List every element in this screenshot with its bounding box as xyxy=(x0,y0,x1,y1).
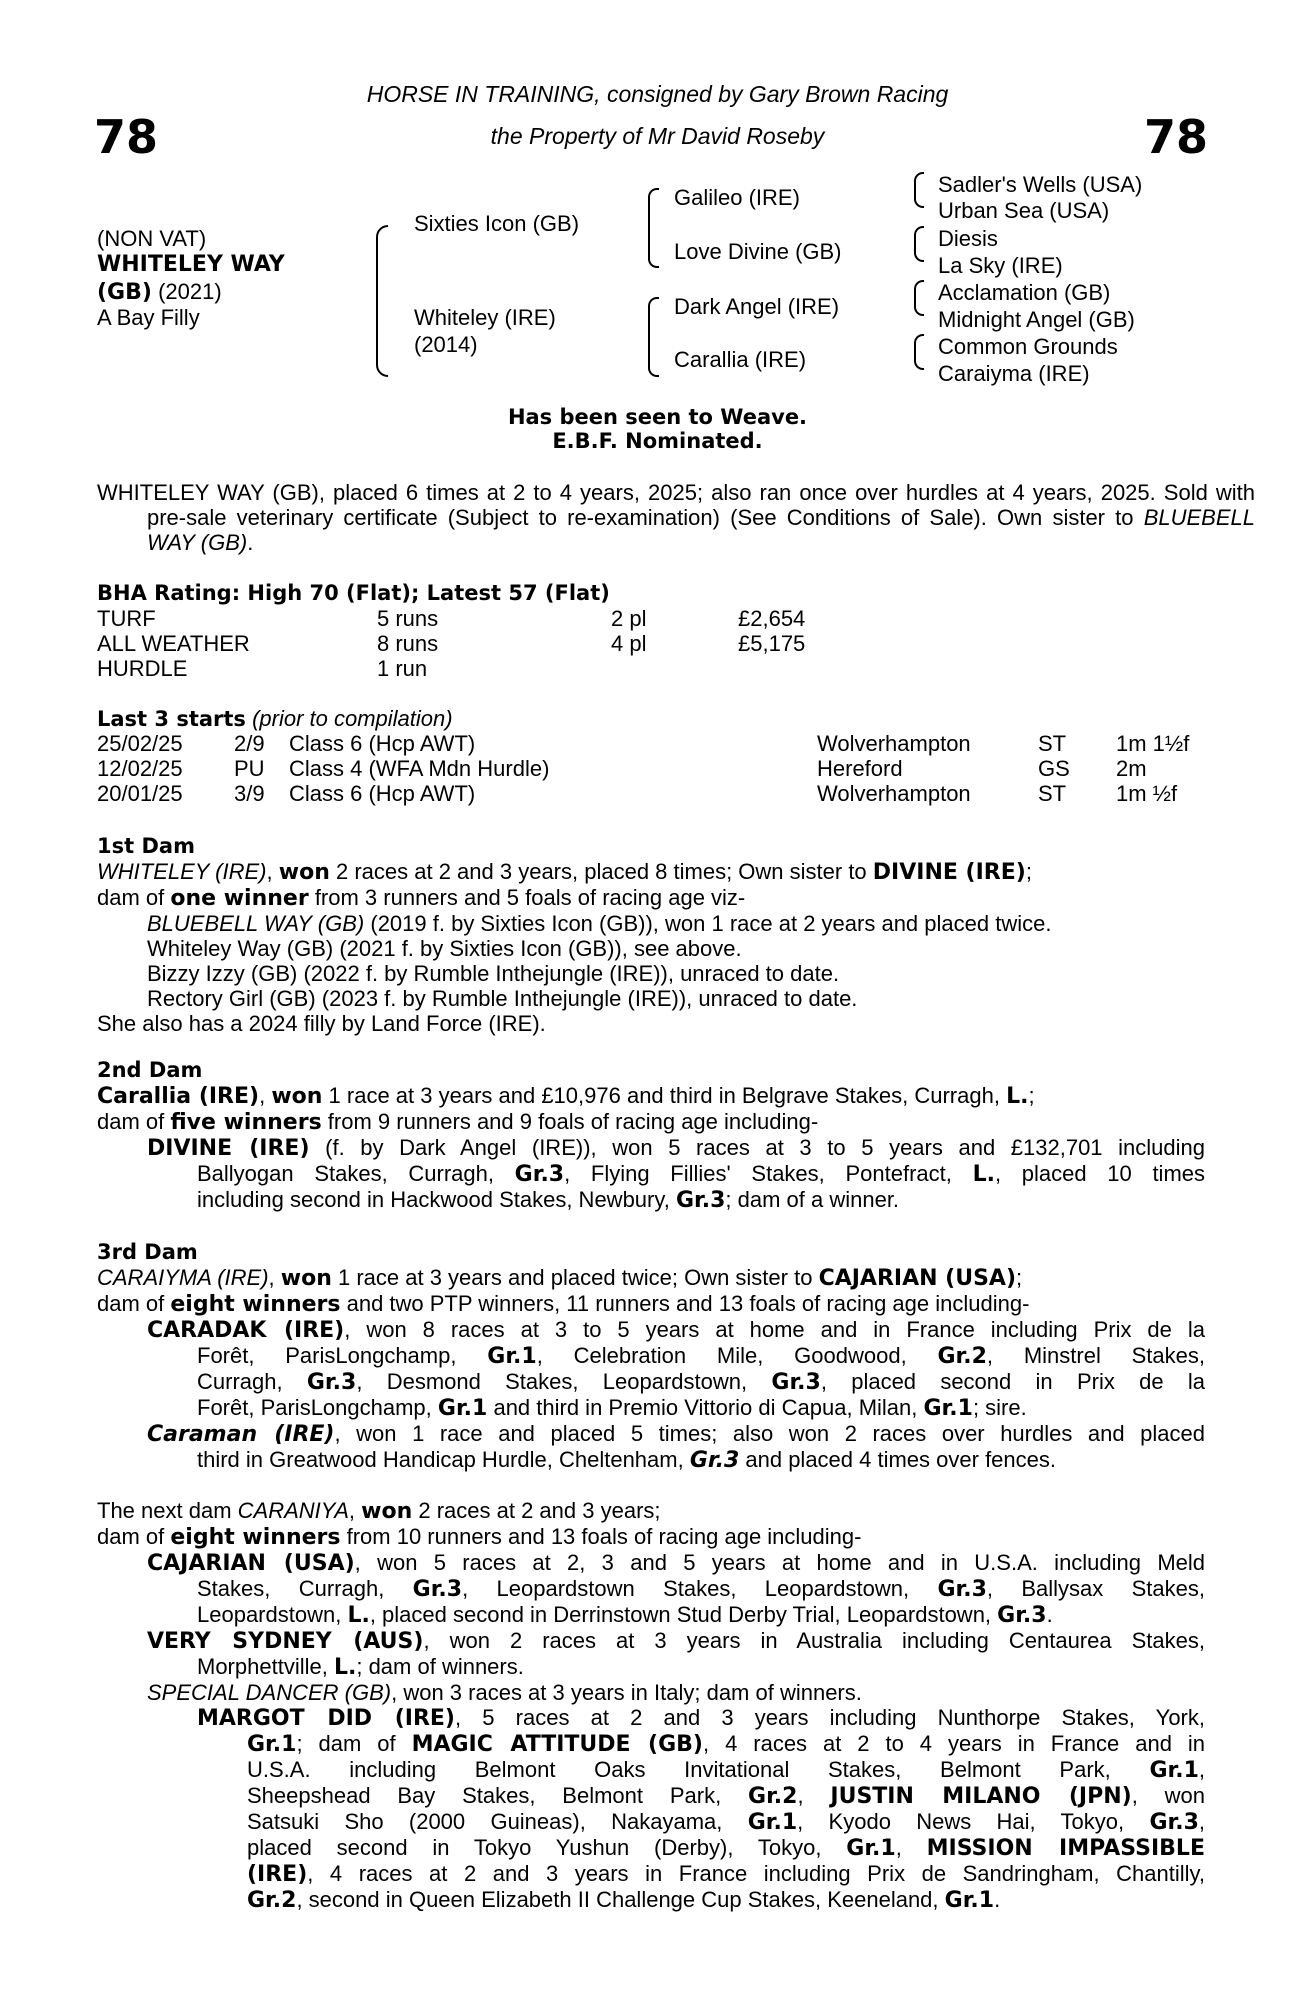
grade: Gr.1 xyxy=(944,1888,995,1913)
horse-name: Caraman (IRE) xyxy=(147,1422,335,1447)
text: Sheepshead Bay Stakes, Belmont Park, xyxy=(247,1783,749,1808)
horse-name: CAJARIAN (USA) xyxy=(147,1551,355,1576)
text: third in Greatwood Handicap Hurdle, Cheltenham, xyxy=(197,1447,690,1472)
text: , xyxy=(348,1498,362,1523)
text: , 4 races at 2 to 4 years in France and in xyxy=(703,1731,1206,1756)
bha-surface: TURF xyxy=(97,606,156,631)
text: Ballyogan Stakes, Curragh, xyxy=(197,1161,515,1186)
third-dam-title: 3rd Dam xyxy=(97,1240,198,1264)
ancestor-4: La Sky (IRE) xyxy=(938,253,1063,278)
sister-name: DIVINE (IRE) xyxy=(872,860,1026,885)
lot-number-right: 78 xyxy=(1143,110,1208,164)
summary-text: WHITELEY WAY (GB), placed 6 times at 2 to 4 years, 2025; also ran once over hurdles at 4 years, 2025. Sold with pre-sale veterinary certificate (Subject to re-examination) (See Conditions of Sale). Own sister to xyxy=(97,480,1255,530)
text: placed second in Tokyo Yushun (Derby), Tokyo, xyxy=(247,1835,847,1860)
caraman-line-2 xyxy=(97,1447,1205,1473)
won-label: won xyxy=(280,1266,332,1291)
divine-line-1 xyxy=(97,1135,1205,1161)
text: Curragh, xyxy=(197,1369,307,1394)
start-race: Class 6 (Hcp AWT) xyxy=(289,731,476,756)
grade: Gr.3 xyxy=(689,1448,740,1473)
pedigree-brace-3c xyxy=(914,280,924,316)
start-row xyxy=(97,731,1217,756)
grade: Gr.3 xyxy=(1149,1810,1199,1835)
horse-year: (2021) xyxy=(158,279,222,304)
start-date: 20/01/25 xyxy=(97,781,183,806)
text: , xyxy=(268,1265,281,1290)
start-position: 3/9 xyxy=(234,781,265,806)
bha-placed: 4 pl xyxy=(611,631,647,656)
text: ; dam of a winner. xyxy=(725,1187,900,1212)
produce-2: Whiteley Way (GB) (2021 f. by Sixties Icon (GB)), see above. xyxy=(147,936,742,961)
last-starts-title: Last 3 starts xyxy=(97,707,246,731)
bha-row xyxy=(97,656,1217,681)
horse-name: WHITELEY WAY xyxy=(97,252,285,277)
bha-prize: £2,654 xyxy=(738,606,806,631)
text: , Minstrel Stakes, xyxy=(986,1343,1205,1368)
horse-suffix: (IRE) xyxy=(247,1862,308,1887)
text: , 5 races at 2 and 3 years including Nunthorpe Stakes, York, xyxy=(455,1705,1205,1730)
produce-5: She also has a 2024 filly by Land Force (IRE). xyxy=(97,1011,546,1036)
text: , Ballysax Stakes, xyxy=(986,1576,1205,1601)
won-label: won xyxy=(361,1499,413,1524)
summary-paragraph xyxy=(97,480,1255,555)
text: , Flying Fillies' Stakes, Pontefract, xyxy=(564,1161,973,1186)
start-course: Wolverhampton xyxy=(817,781,971,806)
pedigree-brace-2a xyxy=(648,188,659,268)
third-dam-name: CARAIYMA (IRE) xyxy=(97,1265,269,1290)
grade: Gr.3 xyxy=(997,1603,1047,1628)
won-label: won xyxy=(271,1084,323,1109)
winner-count: one winner xyxy=(170,886,309,911)
ancestor-7: Common Grounds xyxy=(938,334,1118,359)
text: ; dam of xyxy=(296,1731,412,1756)
text: Forêt, ParisLongchamp, xyxy=(197,1395,438,1420)
third-dam-section xyxy=(97,1240,1205,1473)
text: , Kyodo News Hai, Tokyo, xyxy=(797,1809,1150,1834)
text: including second in Hackwood Stakes, Newbury, xyxy=(197,1187,676,1212)
first-dam-line-2 xyxy=(97,885,1217,911)
text: , placed 10 times xyxy=(994,1161,1206,1186)
next-dam-line-1 xyxy=(97,1498,1205,1524)
text: , second in Queen Elizabeth II Challenge Cup Stakes, Keeneland, xyxy=(296,1887,945,1912)
horse-year-line xyxy=(97,279,222,305)
second-dam-line-2 xyxy=(97,1109,1205,1135)
horse-name: CARADAK (IRE) xyxy=(147,1318,345,1343)
bha-surface: ALL WEATHER xyxy=(97,631,250,656)
text: The next dam xyxy=(97,1498,238,1523)
text: (2019 f. by Sixties Icon (GB)), won 1 race at 2 years and placed twice. xyxy=(364,911,1052,936)
next-dam-line-2 xyxy=(97,1524,1205,1550)
grade: L. xyxy=(1006,1084,1029,1109)
text: Satsuki Sho (2000 Guineas), Nakayama, xyxy=(247,1809,748,1834)
ebf-note: E.B.F. Nominated. xyxy=(552,429,763,453)
text: ; dam of winners. xyxy=(356,1654,524,1679)
start-date: 12/02/25 xyxy=(97,756,183,781)
text: , placed second in Prix de la xyxy=(820,1369,1205,1394)
caradak-line-2 xyxy=(97,1343,1205,1369)
produce-1 xyxy=(97,911,1217,936)
text: , xyxy=(1198,1809,1206,1834)
summary-end: . xyxy=(247,530,254,555)
text: , xyxy=(797,1783,831,1808)
dam-year: (2014) xyxy=(414,332,478,357)
winner-count: five winners xyxy=(170,1110,322,1135)
text: , won 2 races at 3 years in Australia including Centaurea Stakes, xyxy=(423,1628,1205,1653)
horse-name: MARGOT DID (IRE) xyxy=(197,1706,455,1731)
start-distance: 1m ½f xyxy=(1116,781,1178,806)
very-sydney-line-1 xyxy=(97,1628,1205,1654)
start-position: 2/9 xyxy=(234,731,265,756)
start-distance: 1m 1½f xyxy=(1116,731,1190,756)
special-dancer-line xyxy=(97,1680,1205,1705)
ancestor-2: Urban Sea (USA) xyxy=(938,198,1110,223)
horse-name: MAGIC ATTITUDE (GB) xyxy=(411,1732,703,1757)
grade: Gr.1 xyxy=(437,1396,488,1421)
text: (f. by Dark Angel (IRE)), won 5 races at 3 to 5 years and £132,701 including xyxy=(309,1135,1205,1160)
summary-sister: BLUEBELL WAY (GB) xyxy=(147,505,1255,555)
horse-name: JUSTIN MILANO (JPN) xyxy=(830,1784,1132,1809)
grade: Gr.1 xyxy=(247,1732,297,1757)
text: ; xyxy=(1025,859,1032,884)
weave-note: Has been seen to Weave. xyxy=(507,405,808,429)
text: , Leopardstown Stakes, Leopardstown, xyxy=(462,1576,938,1601)
text: ; xyxy=(1016,1265,1023,1290)
first-dam-title: 1st Dam xyxy=(97,834,195,858)
text: , 4 races at 2 and 3 years in France including Prix de Sandringham, Chantilly, xyxy=(307,1861,1205,1886)
start-course: Wolverhampton xyxy=(817,731,971,756)
grade: Gr.1 xyxy=(923,1396,973,1421)
grade: Gr.1 xyxy=(747,1810,798,1835)
bha-row xyxy=(97,606,1217,631)
text: and placed 4 times over fences. xyxy=(739,1447,1056,1472)
text: from 3 runners and 5 foals of racing age viz- xyxy=(308,885,746,910)
grade: Gr.3 xyxy=(771,1370,821,1395)
start-row xyxy=(97,781,1217,806)
bha-prize: £5,175 xyxy=(738,631,806,656)
start-distance: 2m xyxy=(1116,756,1147,781)
grade: Gr.3 xyxy=(675,1188,726,1213)
start-going: ST xyxy=(1038,731,1067,756)
ancestor-6: Midnight Angel (GB) xyxy=(938,307,1135,332)
horse-name: MISSION IMPASSIBLE xyxy=(926,1836,1205,1861)
text: and two PTP winners, 11 runners and 13 foals of racing age including- xyxy=(340,1291,1030,1316)
caradak-line-3 xyxy=(97,1369,1205,1395)
cajarian-line-3 xyxy=(97,1602,1205,1628)
grade: Gr.3 xyxy=(514,1162,565,1187)
caradak-line-4 xyxy=(97,1395,1205,1421)
pedigree-brace-3a xyxy=(914,172,924,208)
text: Morphettville, xyxy=(197,1654,334,1679)
text: dam of xyxy=(97,1524,171,1549)
text: , xyxy=(259,1083,272,1108)
winner-count: eight winners xyxy=(170,1292,341,1317)
text: Forêt, ParisLongchamp, xyxy=(197,1343,488,1368)
text: , won 5 races at 2, 3 and 5 years at home and in U.S.A. including Meld xyxy=(354,1550,1206,1575)
grade: Gr.3 xyxy=(412,1577,463,1602)
grade: Gr.1 xyxy=(846,1836,896,1861)
divine-line-3 xyxy=(97,1187,1205,1213)
grade: Gr.3 xyxy=(306,1370,357,1395)
text: Stakes, Curragh, xyxy=(197,1576,413,1601)
horse-name: VERY SYDNEY (AUS) xyxy=(147,1629,424,1654)
bha-surface: HURDLE xyxy=(97,656,188,681)
grade: Gr.1 xyxy=(1149,1758,1199,1783)
dam-dam: Carallia (IRE) xyxy=(674,347,807,372)
margot-did-line-1 xyxy=(97,1705,1205,1731)
text: Leopardstown, xyxy=(197,1602,348,1627)
pedigree-brace-2b xyxy=(648,297,659,377)
margot-did-line-2 xyxy=(97,1731,1205,1757)
bha-placed: 2 pl xyxy=(611,606,647,631)
grade: L. xyxy=(972,1162,995,1187)
text: , Celebration Mile, Goodwood, xyxy=(536,1343,938,1368)
second-dam-section xyxy=(97,1058,1205,1213)
bha-row xyxy=(97,631,1217,656)
divine-line-2 xyxy=(97,1161,1205,1187)
margot-did-line-6 xyxy=(97,1835,1205,1861)
start-going: ST xyxy=(1038,781,1067,806)
text: U.S.A. including Belmont Oaks Invitational Stakes, Belmont Park, xyxy=(247,1757,1150,1782)
text: , xyxy=(895,1835,927,1860)
text: from 10 runners and 13 foals of racing age including- xyxy=(340,1524,862,1549)
pedigree-brace-3b xyxy=(914,226,924,262)
first-dam-section xyxy=(97,834,1217,1036)
second-dam-line-1 xyxy=(97,1083,1205,1109)
text: , xyxy=(266,859,279,884)
text: . xyxy=(994,1887,1001,1912)
start-race: Class 6 (Hcp AWT) xyxy=(289,781,476,806)
start-position: PU xyxy=(234,756,265,781)
grade: Gr.2 xyxy=(247,1888,297,1913)
produce-3: Bizzy Izzy (GB) (2022 f. by Rumble Inthejungle (IRE)), unraced to date. xyxy=(147,961,840,986)
text: 1 race at 3 years and placed twice; Own sister to xyxy=(331,1265,819,1290)
property-line: the Property of Mr David Roseby xyxy=(490,123,825,149)
consignor-line: HORSE IN TRAINING, consigned by Gary Brown Racing xyxy=(366,81,949,107)
ancestor-1: Sadler's Wells (USA) xyxy=(938,172,1143,197)
margot-did-line-3 xyxy=(97,1757,1205,1783)
text: dam of xyxy=(97,1291,171,1316)
grade: Gr.1 xyxy=(487,1344,537,1369)
caraman-line-1 xyxy=(97,1421,1205,1447)
pedigree-brace-1 xyxy=(376,225,388,377)
grade: Gr.2 xyxy=(748,1784,798,1809)
lot-number-left: 78 xyxy=(94,110,159,164)
sire-dam: Love Divine (GB) xyxy=(674,239,842,264)
pedigree-brace-3d xyxy=(914,334,924,370)
text: from 9 runners and 9 foals of racing age including- xyxy=(321,1109,819,1134)
winner-count: eight winners xyxy=(170,1525,341,1550)
start-going: GS xyxy=(1038,756,1070,781)
text: , won xyxy=(1131,1783,1205,1808)
start-course: Hereford xyxy=(817,756,903,781)
produce-name: BLUEBELL WAY (GB) xyxy=(147,911,365,936)
cajarian-line-1 xyxy=(97,1550,1205,1576)
text: dam of xyxy=(97,885,171,910)
first-dam-line-1 xyxy=(97,859,1217,885)
second-dam-title: 2nd Dam xyxy=(97,1058,203,1082)
sire-sire: Galileo (IRE) xyxy=(674,185,800,210)
text: ; sire. xyxy=(972,1395,1027,1420)
text: , won 3 races at 3 years in Italy; dam of winners. xyxy=(391,1680,862,1705)
text: 2 races at 2 and 3 years; xyxy=(412,1498,661,1523)
bha-runs: 1 run xyxy=(377,656,428,681)
margot-did-line-8 xyxy=(97,1887,1205,1913)
text: , xyxy=(1198,1757,1205,1782)
caradak-line-1 xyxy=(97,1317,1205,1343)
start-date: 25/02/25 xyxy=(97,731,183,756)
bha-runs: 8 runs xyxy=(377,631,439,656)
text: . xyxy=(1046,1602,1053,1627)
ancestor-3: Diesis xyxy=(938,226,998,251)
horse-description: A Bay Filly xyxy=(97,305,200,330)
sire: Sixties Icon (GB) xyxy=(414,211,580,236)
dam-sire: Dark Angel (IRE) xyxy=(674,294,840,319)
won-label: won xyxy=(278,860,330,885)
very-sydney-line-2 xyxy=(97,1654,1205,1680)
cajarian-line-2 xyxy=(97,1576,1205,1602)
sister-name: CAJARIAN (USA) xyxy=(818,1266,1017,1291)
ancestor-5: Acclamation (GB) xyxy=(938,280,1111,305)
horse-name-suffix: (GB) xyxy=(97,280,152,305)
grade: Gr.2 xyxy=(937,1344,987,1369)
first-dam-name: WHITELEY (IRE) xyxy=(97,859,267,884)
bha-rating-title: BHA Rating: High 70 (Flat); Latest 57 (Flat) xyxy=(97,581,610,605)
start-race: Class 4 (WFA Mdn Hurdle) xyxy=(289,756,550,781)
text: , won 1 race and placed 5 times; also won 2 races over hurdles and placed xyxy=(334,1421,1205,1446)
ancestor-8: Caraiyma (IRE) xyxy=(938,361,1090,386)
text: , won 8 races at 3 to 5 years at home and in France including Prix de la xyxy=(344,1317,1205,1342)
horse-name: SPECIAL DANCER (GB) xyxy=(147,1680,392,1705)
margot-did-line-5 xyxy=(97,1809,1205,1835)
text: 2 races at 2 and 3 years, placed 8 times; Own sister to xyxy=(329,859,873,884)
produce-4: Rectory Girl (GB) (2023 f. by Rumble Inthejungle (IRE)), unraced to date. xyxy=(147,986,858,1011)
margot-did-line-4 xyxy=(97,1783,1205,1809)
vat-status: (NON VAT) xyxy=(97,226,207,251)
second-dam-name: Carallia (IRE) xyxy=(97,1084,260,1109)
text: 1 race at 3 years and £10,976 and third in Belgrave Stakes, Curragh, xyxy=(322,1083,1007,1108)
next-dam-name: CARANIYA xyxy=(237,1498,349,1523)
margot-did-line-7 xyxy=(97,1861,1205,1887)
text: ; xyxy=(1028,1083,1035,1108)
third-dam-line-1 xyxy=(97,1265,1205,1291)
grade: Gr.3 xyxy=(937,1577,987,1602)
grade: L. xyxy=(347,1603,370,1628)
grade: L. xyxy=(333,1655,357,1680)
third-dam-line-2 xyxy=(97,1291,1205,1317)
text: dam of xyxy=(97,1109,171,1134)
text: , placed second in Derrinstown Stud Derby Trial, Leopardstown, xyxy=(369,1602,998,1627)
last-starts-note: (prior to compilation) xyxy=(252,706,453,731)
horse-name: DIVINE (IRE) xyxy=(147,1136,310,1161)
text: and third in Premio Vittorio di Capua, Milan, xyxy=(487,1395,924,1420)
start-row xyxy=(97,756,1217,781)
dam: Whiteley (IRE) xyxy=(414,305,556,330)
last-starts-heading xyxy=(97,706,453,732)
next-dam-section xyxy=(97,1498,1205,1913)
text: , Desmond Stakes, Leopardstown, xyxy=(356,1369,772,1394)
bha-runs: 5 runs xyxy=(377,606,439,631)
